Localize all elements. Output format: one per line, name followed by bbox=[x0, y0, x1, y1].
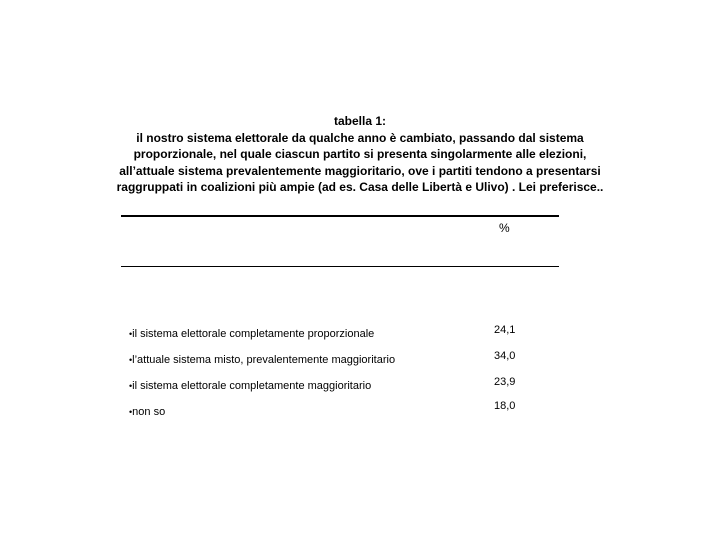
table-row bbox=[129, 350, 549, 370]
caption-line: raggruppati in coalizioni più ampie (ad es. Casa delle Libertà e Ulivo) . Lei preferisce.. bbox=[116, 180, 604, 194]
row-label bbox=[129, 406, 165, 418]
table-row bbox=[129, 324, 549, 344]
row-label bbox=[129, 380, 371, 392]
row-value: 24,1 bbox=[494, 324, 516, 336]
caption-line: proporzionale, nel quale ciascun partito si presenta singolarmente alle elezioni, bbox=[133, 147, 587, 161]
caption-heading: tabella 1: bbox=[333, 114, 387, 128]
row-value: 18,0 bbox=[494, 400, 516, 412]
percent-column-header: % bbox=[499, 221, 510, 235]
table-top-rule bbox=[121, 215, 559, 217]
header-bottom-rule bbox=[121, 266, 559, 267]
row-label-text: il sistema elettorale completamente maggioritario bbox=[132, 380, 372, 392]
table-row bbox=[129, 402, 549, 422]
row-label bbox=[129, 328, 374, 340]
bullet-icon: • bbox=[129, 407, 133, 417]
row-label-text: il sistema elettorale completamente proporzionale bbox=[132, 328, 375, 340]
row-value: 23,9 bbox=[494, 376, 516, 388]
table-caption bbox=[100, 113, 620, 196]
bullet-icon: • bbox=[129, 329, 133, 339]
row-value: 34,0 bbox=[494, 350, 516, 362]
row-label-text: non so bbox=[132, 406, 166, 418]
bullet-icon: • bbox=[129, 355, 133, 365]
caption-line: il nostro sistema elettorale da qualche anno è cambiato, passando dal sistema bbox=[136, 130, 584, 145]
row-label bbox=[129, 354, 395, 366]
row-label-text: l’attuale sistema misto, prevalentemente maggioritario bbox=[132, 354, 396, 366]
bullet-icon: • bbox=[129, 381, 133, 391]
table-row bbox=[129, 376, 549, 396]
caption-line: all’attuale sistema prevalentemente maggioritario, ove i partiti tendono a presentarsi bbox=[119, 163, 601, 178]
